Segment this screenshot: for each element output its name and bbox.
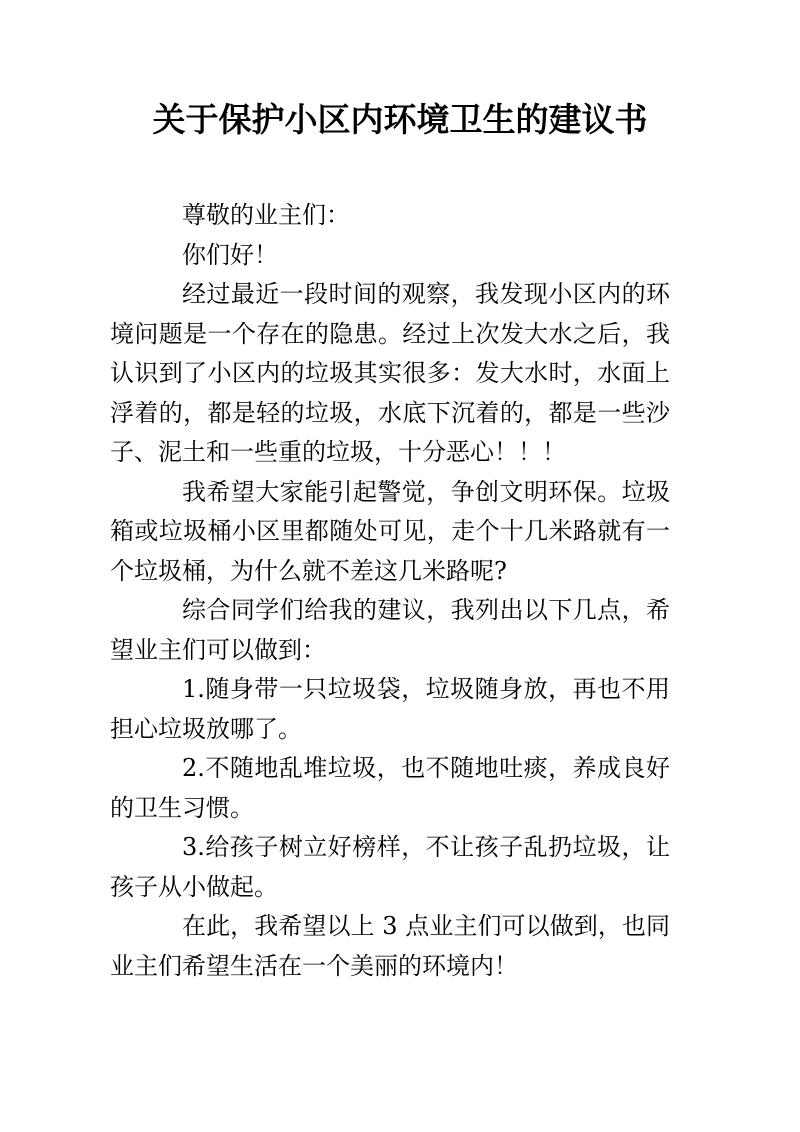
greeting: 你们好！ — [182, 240, 278, 269]
suggestion-item-1: 1.随身带一只垃圾袋，垃圾随身放，再也不用担心垃圾放哪了。 — [110, 675, 670, 743]
suggestion-item-3: 3.给孩子树立好榜样，不让孩子乱扔垃圾，让孩子从小做起。 — [110, 833, 670, 901]
suggestion-item-2: 2.不随地乱堆垃圾，也不随地吐痰，养成良好的卫生习惯。 — [110, 754, 670, 822]
paragraph-observation: 经过最近一段时间的观察，我发现小区内的环境问题是一个存在的隐患。经过上次发大水之后，我认识到了小区内的垃圾其实很多：发大水时，水面上浮着的，都是轻的垃圾，水底下沉着的，都是一些沙子、泥土和一些重的垃圾，十分恶心！！！ — [110, 280, 670, 466]
paragraph-closing: 在此，我希望以上 3 点业主们可以做到，也同业主们希望生活在一个美丽的环境内！ — [110, 912, 670, 980]
paragraph-suggestions-intro: 综合同学们给我的建议，我列出以下几点，希望业主们可以做到： — [110, 596, 670, 664]
document-title: 关于保护小区内环境卫生的建议书 — [152, 100, 648, 139]
salutation: 尊敬的业主们： — [182, 201, 350, 229]
paragraph-appeal: 我希望大家能引起警觉，争创文明环保。垃圾箱或垃圾桶小区里都随处可见，走个十几米路就有一个垃圾桶，为什么就不差这几米路呢? — [110, 477, 670, 585]
document-body — [110, 196, 670, 986]
